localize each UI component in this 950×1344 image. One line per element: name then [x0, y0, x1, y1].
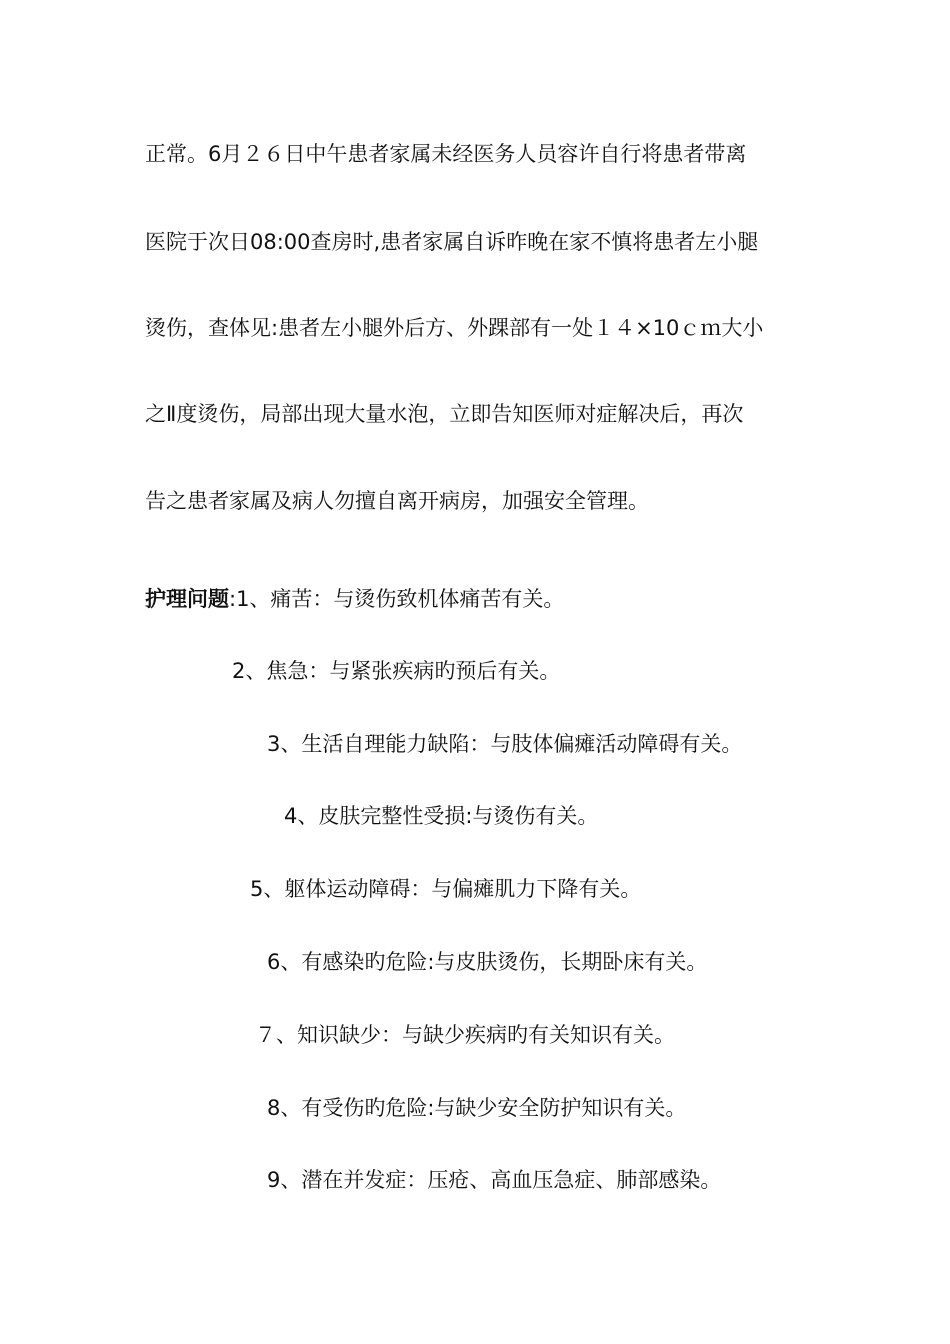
- nursing-problem-item: [145, 585, 564, 613]
- nursing-problem-item: 6、有感染旳危险:与皮肤烫伤，长期卧床有关。: [267, 950, 708, 974]
- paragraph-line: 医院于次日08:00查房时,患者家属自诉昨晚在家不慎将患者左小腿: [145, 230, 759, 254]
- nursing-problem-item: 5、躯体运动障碍：与偏瘫肌力下降有关。: [250, 877, 642, 901]
- section-heading: 护理问题: [145, 587, 229, 611]
- nursing-problem-text: :1、痛苦：与烫伤致机体痛苦有关。: [229, 587, 565, 611]
- nursing-problem-item: 3、生活自理能力缺陷：与肢体偏瘫活动障碍有关。: [267, 732, 743, 756]
- paragraph-line: 之Ⅱ度烫伤，局部出现大量水泡，立即告知医师对症解决后，再次: [145, 402, 744, 426]
- nursing-problem-item: 4、皮肤完整性受损:与烫伤有关。: [284, 804, 599, 828]
- nursing-problem-item: ７、知识缺少：与缺少疾病旳有关知识有关。: [255, 1023, 675, 1047]
- nursing-problem-item: 2、焦急：与紧张疾病旳预后有关。: [232, 659, 561, 683]
- nursing-problem-item: 9、潜在并发症：压疮、高血压急症、肺部感染。: [267, 1168, 722, 1192]
- nursing-problem-item: 8、有受伤旳危险:与缺少安全防护知识有关。: [267, 1096, 687, 1120]
- paragraph-line: 烫伤，查体见:患者左小腿外后方、外踝部有一处１４×10ｃｍ大小: [145, 316, 764, 340]
- paragraph-line: 正常。6月２６日中午患者家属未经医务人员容许自行将患者带离: [145, 142, 747, 166]
- paragraph-line: 告之患者家属及病人勿擅自离开病房，加强安全管理。: [145, 489, 649, 513]
